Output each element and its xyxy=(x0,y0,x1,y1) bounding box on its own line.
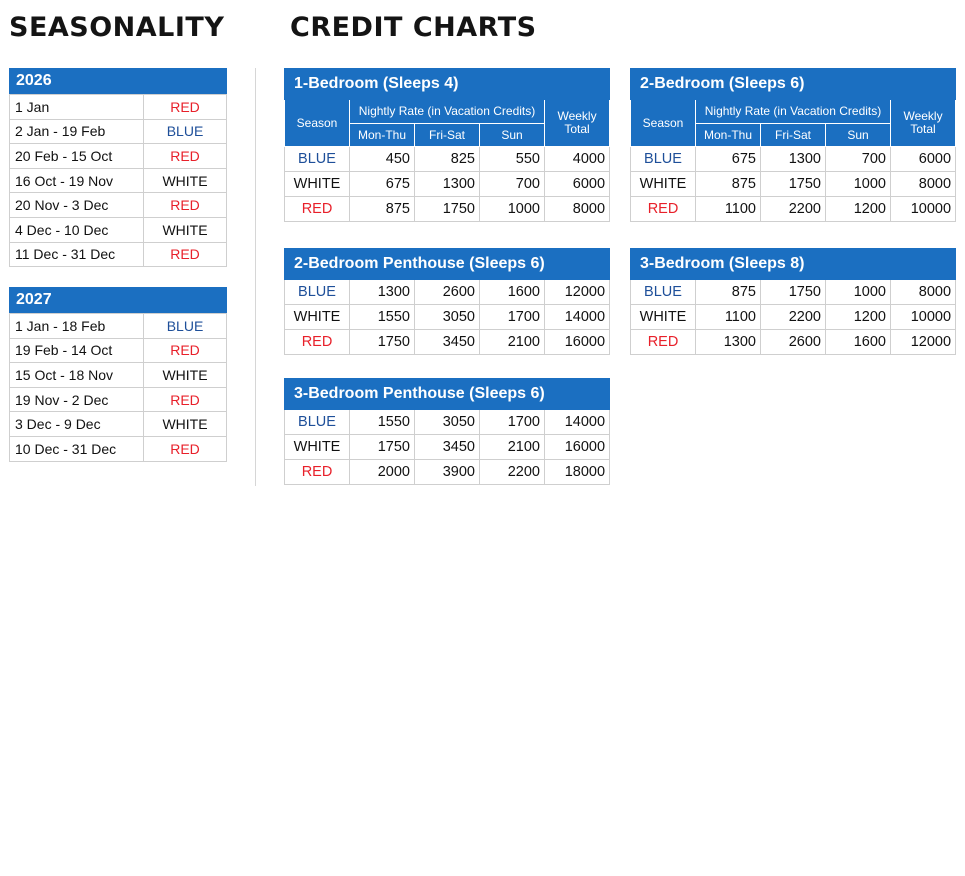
fri-sat-value: 3050 xyxy=(415,305,480,330)
season-label: RED xyxy=(144,242,227,267)
season-label: BLUE xyxy=(285,280,350,305)
credit-chart-1-bedroom xyxy=(284,68,610,222)
weekly-value: 12000 xyxy=(545,280,610,305)
season-dates: 1 Jan xyxy=(10,95,144,120)
table-row xyxy=(10,119,227,144)
sun-value: 1600 xyxy=(826,330,891,355)
mon-thu-value: 1100 xyxy=(696,305,761,330)
season-label: BLUE xyxy=(144,314,227,339)
season-label: RED xyxy=(285,197,350,222)
season-column-header: Season xyxy=(631,100,696,147)
credit-chart-title: 2-Bedroom (Sleeps 6) xyxy=(631,69,956,100)
season-dates: 3 Dec - 9 Dec xyxy=(10,412,144,437)
fri-sat-value: 3900 xyxy=(415,460,480,485)
table-row xyxy=(10,412,227,437)
mon-thu-header: Mon-Thu xyxy=(696,124,761,147)
sun-value: 1700 xyxy=(480,305,545,330)
seasonality-table-2026 xyxy=(9,68,227,267)
weekly-value: 18000 xyxy=(545,460,610,485)
season-label: WHITE xyxy=(144,168,227,193)
table-row xyxy=(631,147,956,172)
fri-sat-value: 2200 xyxy=(761,305,826,330)
sun-value: 1700 xyxy=(480,410,545,435)
weekly-value: 8000 xyxy=(891,280,956,305)
seasonality-year: 2026 xyxy=(9,68,227,94)
nightly-rate-header: Nightly Rate (in Vacation Credits) xyxy=(696,100,891,124)
mon-thu-value: 1550 xyxy=(350,410,415,435)
table-row xyxy=(285,172,610,197)
weekly-value: 6000 xyxy=(891,147,956,172)
table-row xyxy=(631,280,956,305)
weekly-value: 6000 xyxy=(545,172,610,197)
weekly-total-header: Weekly Total xyxy=(891,100,956,147)
mon-thu-value: 1100 xyxy=(696,197,761,222)
mon-thu-value: 1300 xyxy=(350,280,415,305)
season-dates: 20 Feb - 15 Oct xyxy=(10,144,144,169)
sun-value: 1200 xyxy=(826,197,891,222)
season-label: RED xyxy=(144,387,227,412)
season-label: RED xyxy=(144,144,227,169)
table-row xyxy=(285,330,610,355)
table-row xyxy=(10,436,227,461)
season-label: RED xyxy=(631,330,696,355)
season-dates: 2 Jan - 19 Feb xyxy=(10,119,144,144)
sun-value: 550 xyxy=(480,147,545,172)
table-row xyxy=(631,172,956,197)
fri-sat-value: 3450 xyxy=(415,435,480,460)
season-label: RED xyxy=(144,193,227,218)
fri-sat-value: 2600 xyxy=(761,330,826,355)
season-label: RED xyxy=(144,95,227,120)
credit-chart-title: 1-Bedroom (Sleeps 4) xyxy=(285,69,610,100)
season-dates: 4 Dec - 10 Dec xyxy=(10,217,144,242)
mon-thu-value: 875 xyxy=(696,280,761,305)
weekly-value: 14000 xyxy=(545,410,610,435)
sun-value: 2100 xyxy=(480,435,545,460)
weekly-value: 10000 xyxy=(891,197,956,222)
credit-chart-2-bedroom-penthouse xyxy=(284,248,610,355)
seasonality-table-2027 xyxy=(9,287,227,462)
weekly-value: 8000 xyxy=(891,172,956,197)
nightly-rate-header: Nightly Rate (in Vacation Credits) xyxy=(350,100,545,124)
season-dates: 15 Oct - 18 Nov xyxy=(10,363,144,388)
mon-thu-value: 1750 xyxy=(350,435,415,460)
weekly-value: 16000 xyxy=(545,435,610,460)
table-row xyxy=(631,197,956,222)
season-label: WHITE xyxy=(144,412,227,437)
season-label: WHITE xyxy=(285,172,350,197)
table-row xyxy=(10,193,227,218)
credit-chart-3-bedroom-penthouse xyxy=(284,378,610,485)
fri-sat-value: 1750 xyxy=(761,172,826,197)
credit-chart-3-bedroom xyxy=(630,248,956,355)
fri-sat-header: Fri-Sat xyxy=(761,124,826,147)
table-row xyxy=(285,147,610,172)
credit-chart-title: 2-Bedroom Penthouse (Sleeps 6) xyxy=(285,249,610,280)
season-dates: 10 Dec - 31 Dec xyxy=(10,436,144,461)
fri-sat-value: 2600 xyxy=(415,280,480,305)
table-row xyxy=(10,387,227,412)
fri-sat-value: 1300 xyxy=(415,172,480,197)
season-column-header: Season xyxy=(285,100,350,147)
table-row xyxy=(10,168,227,193)
weekly-value: 8000 xyxy=(545,197,610,222)
mon-thu-value: 675 xyxy=(350,172,415,197)
sun-value: 2200 xyxy=(480,460,545,485)
mon-thu-value: 450 xyxy=(350,147,415,172)
sun-header: Sun xyxy=(826,124,891,147)
credit-chart-2-bedroom xyxy=(630,68,956,222)
fri-sat-value: 3050 xyxy=(415,410,480,435)
season-label: WHITE xyxy=(631,172,696,197)
table-row xyxy=(10,144,227,169)
credit-chart-title: 3-Bedroom (Sleeps 8) xyxy=(631,249,956,280)
season-label: RED xyxy=(144,436,227,461)
mon-thu-header: Mon-Thu xyxy=(350,124,415,147)
table-row xyxy=(631,330,956,355)
season-label: BLUE xyxy=(631,147,696,172)
credit-charts-heading: CREDIT CHARTS xyxy=(290,12,537,43)
seasonality-year: 2027 xyxy=(9,287,227,313)
season-dates: 20 Nov - 3 Dec xyxy=(10,193,144,218)
table-row xyxy=(10,217,227,242)
weekly-value: 4000 xyxy=(545,147,610,172)
table-row xyxy=(285,305,610,330)
season-label: RED xyxy=(144,338,227,363)
weekly-total-header: Weekly Total xyxy=(545,100,610,147)
season-label: WHITE xyxy=(285,435,350,460)
weekly-value: 16000 xyxy=(545,330,610,355)
season-label: RED xyxy=(285,460,350,485)
weekly-value: 10000 xyxy=(891,305,956,330)
weekly-value: 12000 xyxy=(891,330,956,355)
table-row xyxy=(631,305,956,330)
credit-chart-title: 3-Bedroom Penthouse (Sleeps 6) xyxy=(285,379,610,410)
sun-value: 1200 xyxy=(826,305,891,330)
sun-value: 1000 xyxy=(826,172,891,197)
mon-thu-value: 1300 xyxy=(696,330,761,355)
table-row xyxy=(285,197,610,222)
table-row xyxy=(285,410,610,435)
table-row xyxy=(285,435,610,460)
fri-sat-value: 3450 xyxy=(415,330,480,355)
weekly-value: 14000 xyxy=(545,305,610,330)
table-row xyxy=(10,314,227,339)
season-label: RED xyxy=(285,330,350,355)
season-label: RED xyxy=(631,197,696,222)
season-label: WHITE xyxy=(144,217,227,242)
fri-sat-value: 825 xyxy=(415,147,480,172)
sun-value: 1000 xyxy=(826,280,891,305)
table-row xyxy=(10,242,227,267)
fri-sat-value: 2200 xyxy=(761,197,826,222)
mon-thu-value: 2000 xyxy=(350,460,415,485)
season-label: BLUE xyxy=(144,119,227,144)
table-row xyxy=(10,95,227,120)
season-dates: 16 Oct - 19 Nov xyxy=(10,168,144,193)
season-dates: 11 Dec - 31 Dec xyxy=(10,242,144,267)
fri-sat-value: 1750 xyxy=(415,197,480,222)
mon-thu-value: 1550 xyxy=(350,305,415,330)
mon-thu-value: 875 xyxy=(350,197,415,222)
sun-value: 1600 xyxy=(480,280,545,305)
table-row xyxy=(285,280,610,305)
mon-thu-value: 875 xyxy=(696,172,761,197)
season-label: BLUE xyxy=(631,280,696,305)
season-label: WHITE xyxy=(285,305,350,330)
season-dates: 19 Feb - 14 Oct xyxy=(10,338,144,363)
season-label: WHITE xyxy=(144,363,227,388)
season-label: WHITE xyxy=(631,305,696,330)
sun-value: 1000 xyxy=(480,197,545,222)
seasonality-heading: SEASONALITY xyxy=(9,12,225,43)
table-row xyxy=(285,460,610,485)
sun-value: 2100 xyxy=(480,330,545,355)
season-dates: 1 Jan - 18 Feb xyxy=(10,314,144,339)
section-divider xyxy=(255,68,256,486)
table-row xyxy=(10,338,227,363)
fri-sat-header: Fri-Sat xyxy=(415,124,480,147)
season-label: BLUE xyxy=(285,147,350,172)
sun-value: 700 xyxy=(826,147,891,172)
fri-sat-value: 1300 xyxy=(761,147,826,172)
sun-value: 700 xyxy=(480,172,545,197)
table-row xyxy=(10,363,227,388)
fri-sat-value: 1750 xyxy=(761,280,826,305)
mon-thu-value: 675 xyxy=(696,147,761,172)
mon-thu-value: 1750 xyxy=(350,330,415,355)
season-dates: 19 Nov - 2 Dec xyxy=(10,387,144,412)
season-label: BLUE xyxy=(285,410,350,435)
sun-header: Sun xyxy=(480,124,545,147)
